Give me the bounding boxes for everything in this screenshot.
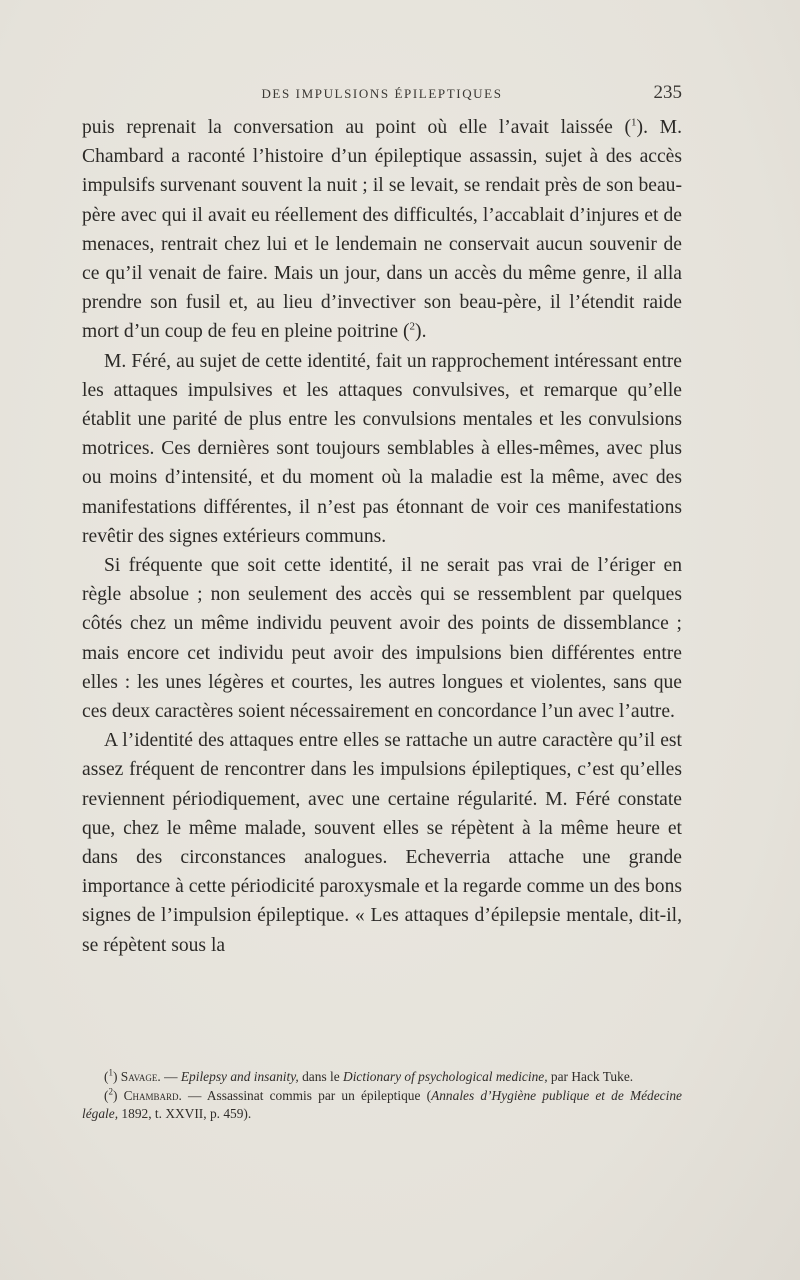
paragraph-1-text-c: ). xyxy=(415,321,427,343)
footnote-1-tail: par Hack Tuke. xyxy=(547,1069,634,1084)
footnote-1-marker: 1 xyxy=(108,1067,113,1078)
footnote-2-rest: Assassinat commis par un épileptique ( xyxy=(206,1087,432,1103)
footnote-1-author: Savage. xyxy=(120,1069,161,1084)
footnote-1-rest: dans le xyxy=(298,1069,344,1084)
footnote-2-sep: — xyxy=(181,1087,207,1103)
footnote-ref-1: 1 xyxy=(631,116,637,129)
footnote-1-sep: — xyxy=(160,1069,181,1084)
footnote-2-author: Chambard. xyxy=(123,1087,182,1103)
footnote-1-source: Dictionary of psychological medicine, xyxy=(343,1069,548,1084)
paragraph-3: Si fréquente que soit cette identité, il ne serait pas vrai de l’ériger en règle absolue ; non seulement des accès qui se ressemblent par quelques côtés chez un même individu peuvent avoir des points de dissemblance ; mais encore cet individu peut avoir des impulsions bien différentes entre elles : les unes légères et courtes, les autres longues et violentes, sans que ces deux caractères soient nécessairement en concordance l’un avec l’autre. xyxy=(82,555,682,723)
footnote-2: ($^2$) Chambard. — Assassinat commis par un épileptique (Annales d’Hygiène publique et de Médecine légale, 1892, t. XXVII, p. 459). xyxy=(82,1086,682,1121)
page-header xyxy=(82,82,682,110)
footnote-1-title: Epilepsy and insanity, xyxy=(180,1069,299,1084)
footnote-2-tail: 1892, t. XXVII, p. 459). xyxy=(118,1106,252,1121)
paragraph-2: M. Féré, au sujet de cette identité, fait un rapprochement intéressant entre les attaques impulsives et les attaques convulsives, et remarque qu’elle établit une parité de plus entre les convulsions mentales et les convulsions motrices. Ces dernières sont toujours semblables à elles-mêmes, avec plus ou moins d’intensité, et du moment où la maladie est la même, avec des manifestations différentes, il n’est pas étonnant de voir ces manifestations revêtir des signes extérieurs communs. xyxy=(82,350,682,547)
body-text xyxy=(82,113,682,960)
paragraph-4: A l’identité des attaques entre elles se rattache un autre caractère qu’il est assez fréquent de rencontrer dans les impulsions épileptiques, c’est qu’elles reviennent périodiquement, avec une certaine régularité. M. Féré constate que, chez le même malade, souvent elles se répètent à la même heure et dans des circonstances analogues. Echeverria attache une grande importance à cette périodicité paroxysmale et la regarde comme un des bons signes de l’impulsion épileptique. « Les attaques d’épilepsie mentale, dit-il, se répètent sous la xyxy=(82,730,682,956)
paragraph-1-text-a: puis reprenait la conversation au point où elle l’avait laissée ( xyxy=(82,117,632,138)
running-title: DES IMPULSIONS ÉPILEPTIQUES xyxy=(261,86,503,101)
footnotes xyxy=(82,1068,682,1124)
paragraph-1 xyxy=(82,113,682,347)
footnote-2-marker: 2 xyxy=(108,1086,113,1097)
footnote-ref-2: 2 xyxy=(409,320,416,333)
footnote-1: ($^1$) Savage. — Epilepsy and insanity, dans le Dictionary of psychological medicine, par Hack Tuke. xyxy=(104,1067,634,1084)
page-number: 235 xyxy=(653,82,682,103)
footnote-2-source: Annales d’Hygiène publique et de Médecine légale, xyxy=(82,1087,682,1121)
paragraph-1-text-b: ). M. Chambard a raconté l’histoire d’un épileptique assassin, sujet à des accès impulsifs survenant souvent la nuit ; il se levait, se rendait près de son beau-père avec qui il avait eu réellement des difficultés, l’accablait d’injures et de menaces, rentrait chez lui et le lendemain ne conservait aucun souvenir de ce qu’il venait de faire. Mais un jour, dans un accès du même genre, il alla prendre son fusil et, au lieu d’invectiver son beau-père, il l’étendit raide mort d’un coup de feu en pleine poitrine ( xyxy=(82,117,682,343)
